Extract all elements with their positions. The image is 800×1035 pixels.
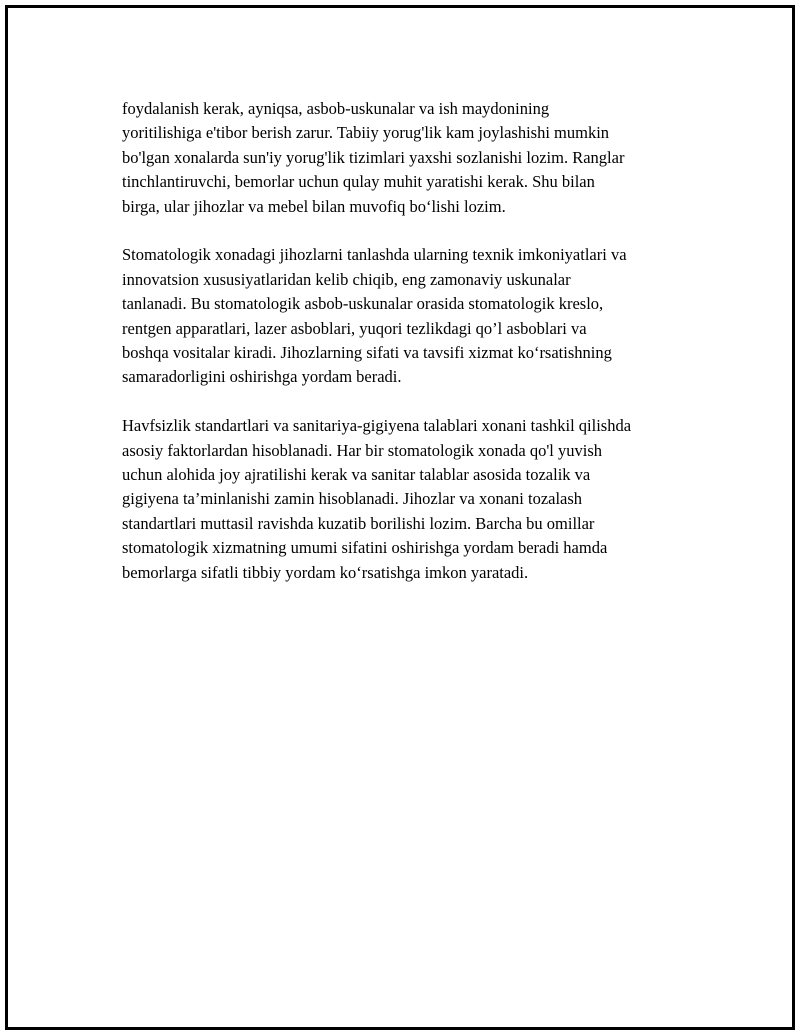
document-page — [5, 5, 795, 1030]
paragraph-equipment-selection: Stomatologik xonadagi jihozlarni tanlashda ularning texnik imkoniyatlari va innovatsion xususiyatlaridan kelib chiqib, eng zamonaviy uskunalar tanlanadi. Bu stomatologik asbob-uskunalar orasida stomatologik kreslo, rentgen apparatlari, lazer asboblari, yuqori tezlikdagi qo’l asboblari va boshqa vositalar kiradi. Jihozlarning sifati va tavsifi xizmat ko‘rsatishning samaradorligini oshirishga yordam beradi. — [122, 245, 627, 387]
paragraph-safety-hygiene: Havfsizlik standartlari va sanitariya-gigiyena talablari xonani tashkil qilishda asosiy faktorlardan hisoblanadi. Har bir stomatologik xonada qo'l yuvish uchun alohida joy ajratilishi kerak va sanitar talablar asosida tozalik va gigiyena ta’minlanishi zamin hisoblanadi. Jihozlar va xonani tozalash standartlari muttasil ravishda kuzatib borilishi lozim. Barcha bu omillar stomatologik xizmatning umumi sifatini oshirishga yordam beradi hamda bemorlarga sifatli tibbiy yordam ko‘rsatishga imkon yaratadi. — [122, 416, 632, 582]
paragraph-lighting-colors: foydalanish kerak, ayniqsa, asbob-uskunalar va ish maydonining yoritilishiga e'tibor berish zarur. Tabiiy yorug'lik kam joylashishi mumkin bo'lgan xonalarda sun'iy yorug'lik tizimlari yaxshi sozlanishi lozim. Ranglar tinchlantiruvchi, bemorlar uchun qulay muhit yaratishi kerak. Shu bilan birga, ular jihozlar va mebel bilan muvofiq bo‘lishi lozim. — [122, 99, 625, 216]
document-body — [122, 97, 702, 609]
